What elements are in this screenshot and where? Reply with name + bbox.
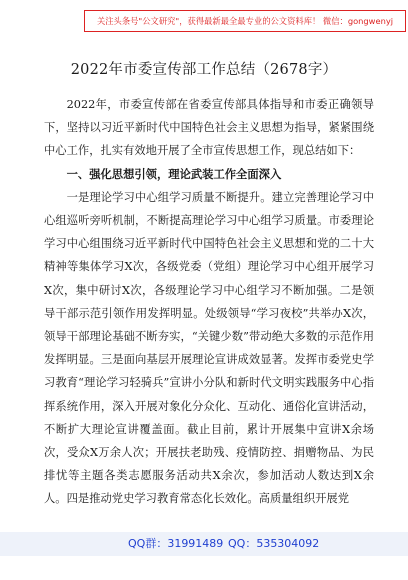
body-paragraph: 一是理论学习中心组学习质量不断提升。建立完善理论学习中心组巡听旁听机制，不断提高理论学习中心组学习质量。市委理论学习中心组围绕习近平新时代中国特色社会主义思想和党的二十大精神等集体学习X次，各级党委（党组）理论学习中心组开展学习X次，集中研讨X次，各级理论学习中心组学习不断加强。二是领导干部示范引领作用发挥明显。处级领导“学习夜校”共举办X次，领导干部理论基础不断夯实，“关键少数”带动绝大多数的示范作用发挥明显。三是面向基层开展理论宣讲成效显著。发挥市委党史学习教育“理论学习轻骑兵”宣讲小分队和新时代文明实践服务中心指挥系统作用，深入开展对象化分众化、互动化、通俗化宣讲活动，不断扩大理论宣讲覆盖面。截止目前，累计开展集中宣讲X余场次，受众X万余人次；开展扶老助残、疫情防控、捐赠物品、为民排忧等主题各类志愿服务活动共X余次，参加活动人数达到X余人。四是推动党史学习教育常态化长效化。高质量组织开展党 (44, 190, 374, 506)
header-banner: 关注头条号"公文研究"，获得最新最全最专业的公文资料库！ 微信：gongwenyj (84, 10, 406, 32)
section-heading: 一、强化思想引领，理论武装工作全面深入 (66, 166, 282, 181)
intro-paragraph: 2022年，市委宣传部在省委宣传部具体指导和市委正确领导下，坚持以习近平新时代中国特色社会主义思想为指导，紧紧围绕中心工作，扎实有效地开展了全市宣传思想工作，现总结如下： (44, 98, 374, 158)
footer-bar (0, 532, 408, 556)
document-title: 2022年市委宣传部工作总结（2678字） (70, 62, 338, 78)
document-body (44, 93, 374, 511)
qq-contact-number: QQ：535304092 (228, 537, 320, 550)
qq-group-number: QQ群：31991489 (128, 537, 224, 550)
